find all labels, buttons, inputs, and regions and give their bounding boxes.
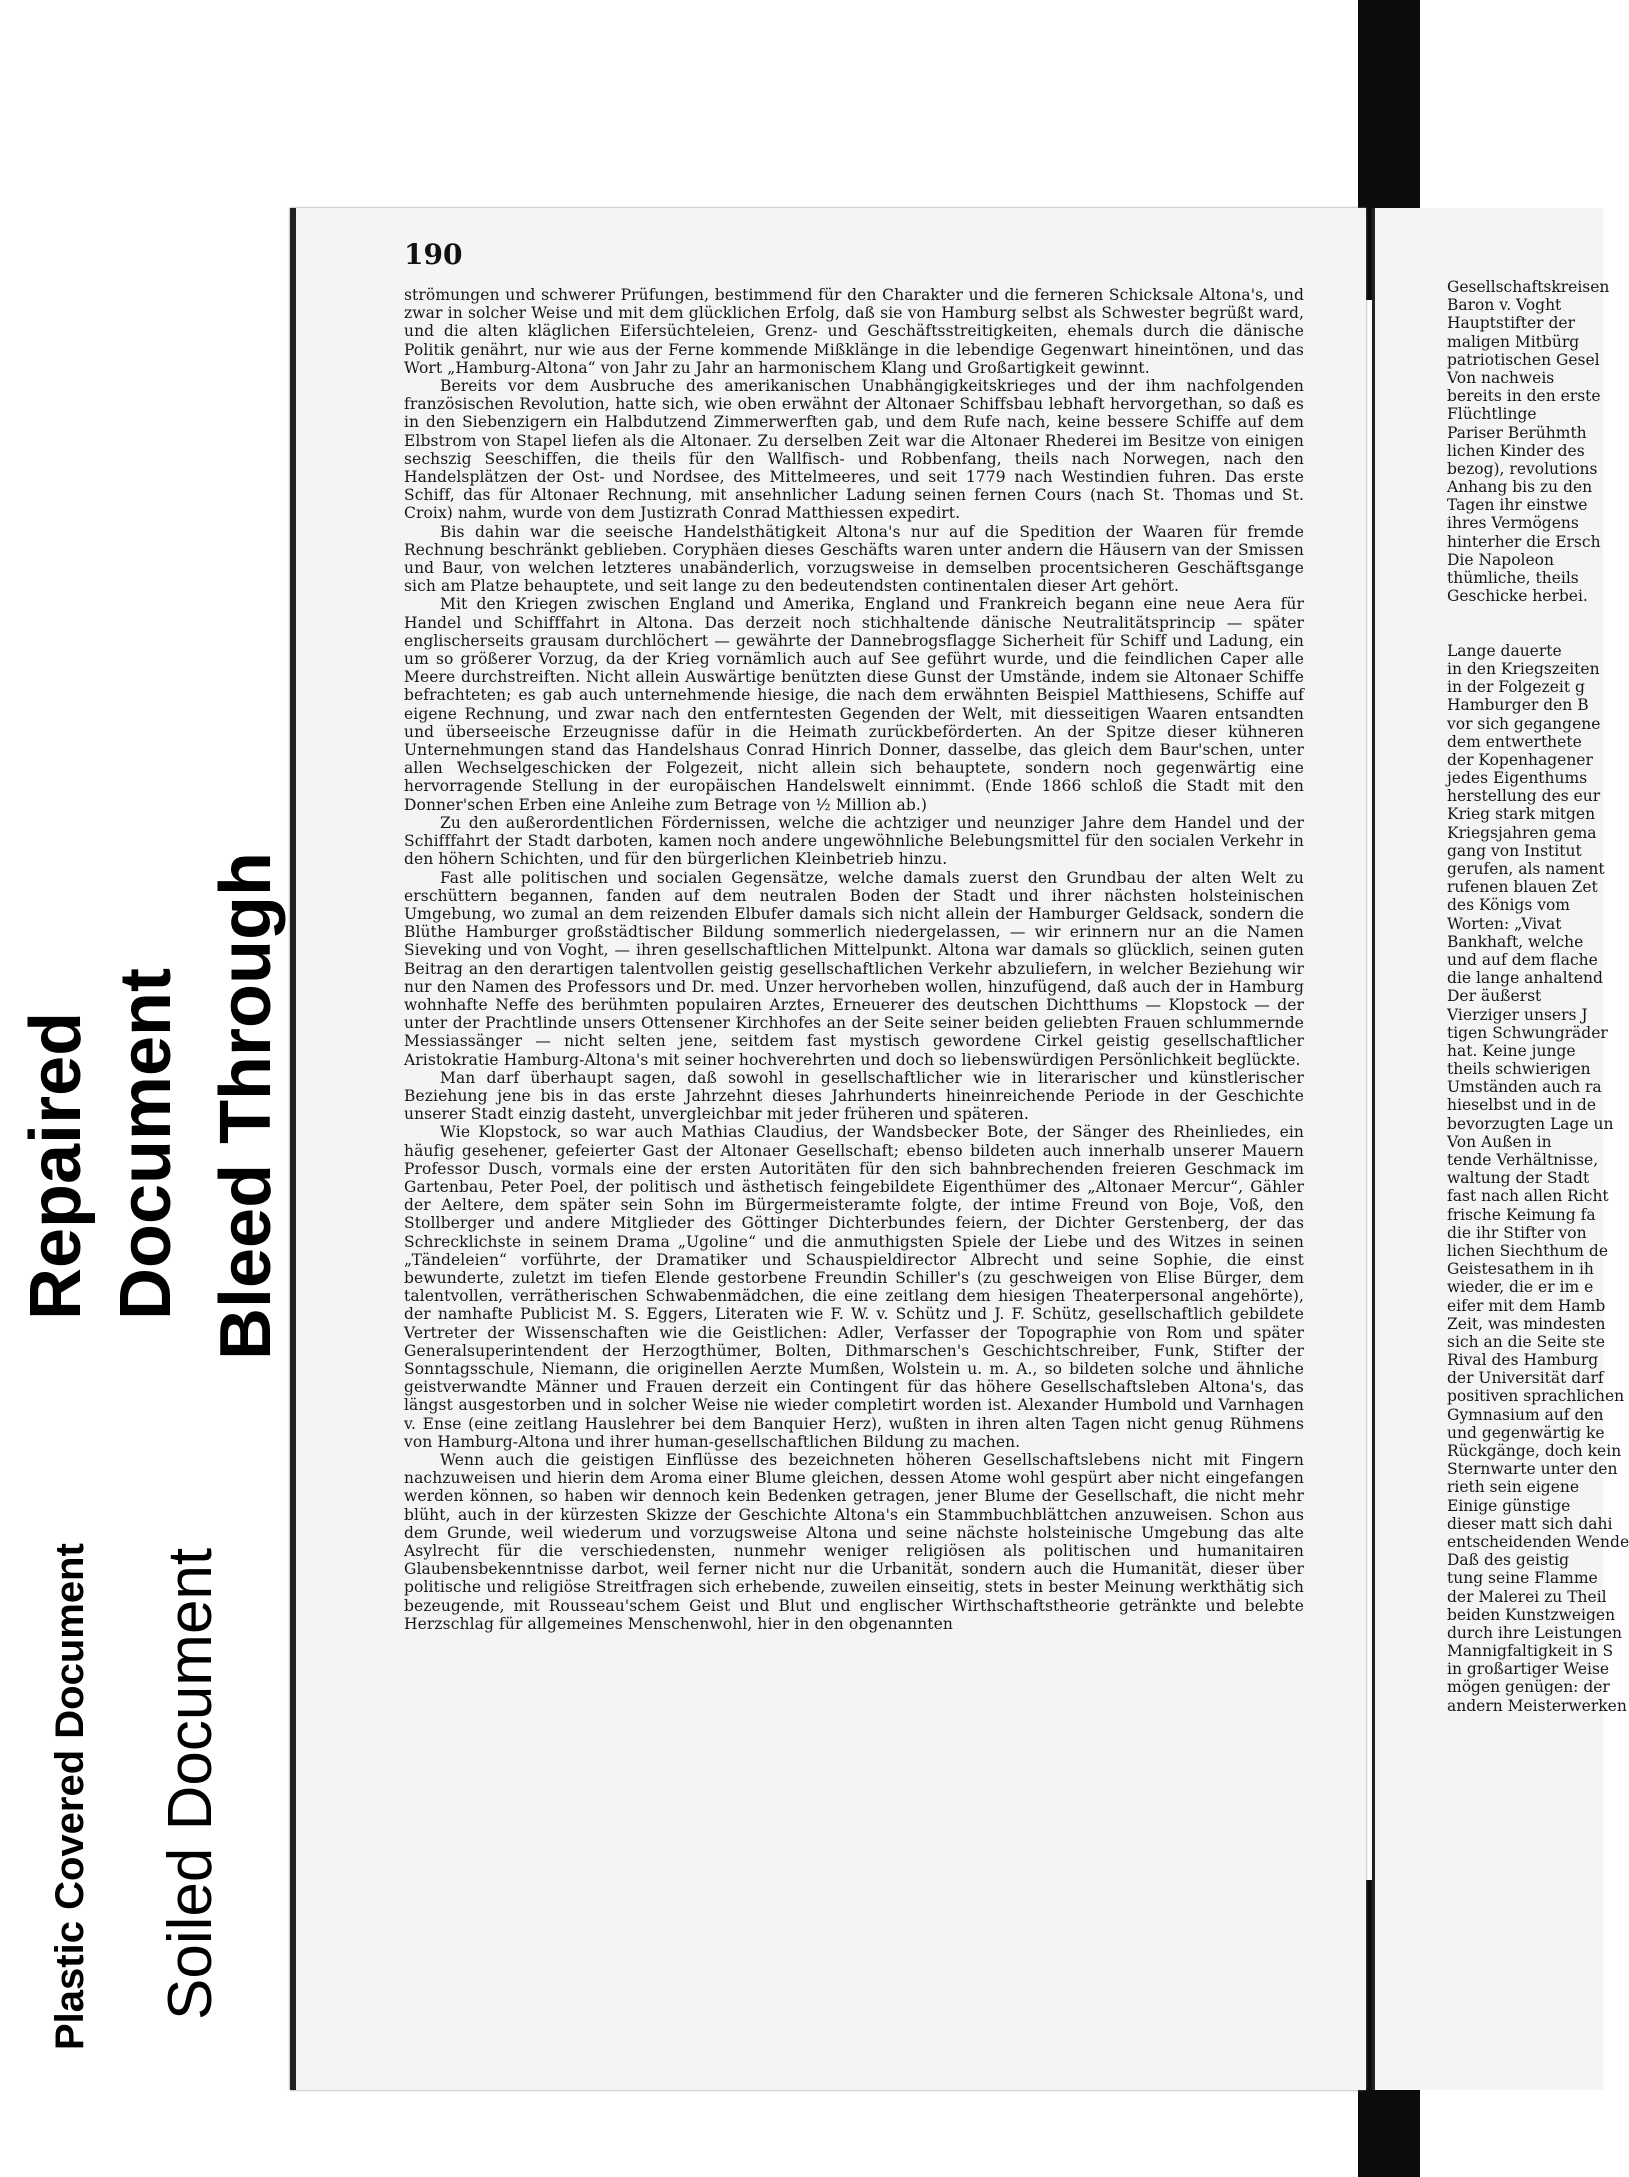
paragraph: Mit den Kriegen zwischen England und Amerika, England und Frankreich begann eine neue Aera für Handel und Schifffahrt in Altona. Das derzeit noch stichhaltende dänische Neutralitätsprincip — später englischerseits grausam durchlöchert — gewährte der Dannebrogsflagge Sicherheit für Schiff und Ladung, ein um so größerer Vorzug, da der Krieg vornämlich auch auf See geführt wurde, und die feindlichen Caper alle Meere durchstreiften. Nicht allein Auswärtige benützten diese Gunst der Umstände, indem sie Altonaer Schiffe befrachteten; es gab auch unternehmende hiesige, die nach dem erwähnten Beispiel Matthiesens, Schiffe auf eigene Rechnung, und zwar nach den entferntesten Gegenden der Welt, mit diesseitigen Waaren entsandten und überseeische Erzeugnisse dafür in die Heimath zurückbeförderten. An der Spitze dieser kühneren Unternehmungen stand das Handelshaus Conrad Hinrich Donner, dasselbe, das gleich dem Baur'schen, unter allen Wechselgeschicken der Folgezeit, nicht allein sich behauptete, sondern noch gegenwärtig eine hervorragende Stellung in der europäischen Handelswelt einnimmt. (Ende 1866 schloß die Stadt mit den Donner'schen Erben eine Anleihe zum Betrage von ½ Million ab.) xyxy=(404,595,1304,814)
right-page-line: Zeit, was mindesten xyxy=(1447,1314,1606,1333)
paragraph: Man darf überhaupt sagen, daß sowohl in gesellschaftlicher wie in literarischer und künstlerischer Beziehung jene bis in das erste Jahrzehnt dieses Jahrhunderts hineinreichende Periode in der Geschichte unserer Stadt einzig dasteht, unvergleichbar mit jeder früheren und späteren. xyxy=(404,1068,1304,1124)
right-page-line: Kriegsjahren gema xyxy=(1447,823,1597,842)
right-page-line: tung seine Flamme xyxy=(1447,1569,1598,1588)
right-page-line: patriotischen Gesel xyxy=(1447,350,1600,369)
right-page-line: bezog), revolutions xyxy=(1447,459,1598,478)
right-page-line: in den Kriegszeiten xyxy=(1447,659,1600,678)
right-page-line: Baron v. Voght xyxy=(1447,296,1562,315)
right-page-line: Rival des Hamburg xyxy=(1447,1351,1599,1370)
label-document: Document xyxy=(106,967,186,1320)
right-page-line: Mannigfaltigkeit in S xyxy=(1447,1642,1614,1661)
right-page-line: Einige günstige xyxy=(1447,1496,1571,1515)
right-page-line: durch ihre Leistungen xyxy=(1447,1623,1623,1642)
right-page-line: thümliche, theils xyxy=(1447,569,1579,587)
right-page-line: hieselbst und in de xyxy=(1447,1096,1597,1115)
label-repaired: Repaired xyxy=(16,1011,96,1320)
right-page-body xyxy=(1447,278,1629,1715)
right-page-line: maligen Mitbürg xyxy=(1447,332,1580,351)
right-page-line: jedes Eigenthums xyxy=(1447,769,1588,788)
paragraph: Bereits vor dem Ausbruche des amerikanischen Unabhängigkeitskrieges und der ihm nachfolgenden französischen Revolution, hatte sich, wie oben erwähnt der Altonaer Schiffsbau lebhaft hervorgethan, so daß es in den Siebenzigern ein Halbdutzend Zimmerwerften gab, und dem Rufe nach, keine bessere Schiffe auf dem Elbstrom von Stapel liefen als die Altonaer. Zu derselben Zeit war die Altonaer Rhederei im Besitze von einigen sechszig Seeschiffen, die theils für den Wallfisch- und Robbenfang, theils nach Norwegen, nach den Handelsplätzen der Ost- und Nordsee, des Mittelmeeres, und seit 1779 nach Westindien fuhren. Das erste Schiff, das für Altonaer Rechnung, mit ansehnlicher Ladung seinen fernen Cours (nach St. Thomas und St. Croix) nahm, wurde von dem Justizrath Conrad Matthiessen expedirt. xyxy=(404,377,1304,523)
page-body xyxy=(404,286,1304,1633)
label-soiled: Soiled Document xyxy=(156,1547,225,2020)
right-page-line: Von nachweis xyxy=(1447,368,1555,387)
right-page-line: gerufen, als nament xyxy=(1447,860,1605,878)
paragraph: Zu den außerordentlichen Fördernissen, welche die achtziger und neunziger Jahre dem Handel und der Schifffahrt der Stadt darboten, kamen noch andere ungewöhnliche Belebungsmittel für den socialen Verkehr in den höhern Schichten, und für den bürgerlichen Kleinbetrieb hinzu. xyxy=(404,813,1304,869)
right-page-line: tigen Schwungräder xyxy=(1447,1023,1608,1042)
page-number: 190 xyxy=(404,238,463,271)
right-page-line: in der Folgezeit g xyxy=(1447,678,1585,697)
book-page-left xyxy=(290,208,1366,2090)
right-page-line: Daß des geistig xyxy=(1447,1551,1570,1570)
right-page-line: dieser matt sich dahi xyxy=(1447,1514,1613,1533)
right-page-line: dem entwerthete xyxy=(1447,732,1582,751)
right-page-line: ihres Vermögens xyxy=(1447,514,1579,533)
right-page-line: lichen Siechthum de xyxy=(1447,1241,1608,1260)
right-page-line: theils schwierigen xyxy=(1447,1060,1591,1079)
right-page-line: Krieg stark mitgen xyxy=(1447,805,1596,824)
right-page-line: lichen Kinder des xyxy=(1447,441,1585,460)
right-page-line: fast nach allen Richt xyxy=(1447,1187,1609,1206)
right-page-line: mögen genügen: der xyxy=(1447,1678,1610,1697)
right-page-line: die ihr Stifter von xyxy=(1447,1223,1587,1242)
right-page-line: Hauptstifter der xyxy=(1447,314,1576,333)
right-page-line: Die Napoleon xyxy=(1447,550,1554,569)
right-page-line: Rückgänge, doch kein xyxy=(1447,1442,1622,1460)
right-page-line: positiven sprachlichen xyxy=(1447,1387,1625,1406)
right-page-line: rieth sein eigene xyxy=(1447,1478,1580,1497)
right-page-line: gang von Institut xyxy=(1447,841,1582,860)
right-page-line: und auf dem flache xyxy=(1447,950,1598,969)
right-page-line: Geistesathem in ih xyxy=(1447,1260,1594,1279)
right-page-line: Flüchtlinge xyxy=(1447,405,1537,424)
right-page-line: bereits in den erste xyxy=(1447,387,1601,406)
paragraph: Wie Klopstock, so war auch Mathias Claudius, der Wandsbecker Bote, der Sänger des Rheinliedes, ein häufig gesehener, gefeierter Gast der Altonaer Gesellschaft; ebenso bildeten auch innerhalb unserer Mauern Professor Dusch, vormals eine der ersten Autoritäten für den sich bahnbrechenden freieren Geschmack im Gartenbau, Peter Poel, der politisch und ästhetisch feingebildete Eigenthümer des „Altonaer Mercur“, Gähler der Aeltere, dem später sein Sohn im Bürgermeisteramte folgte, der intime Freund von Boje, Voß, den Stollberger und andere Mitglieder des Göttinger Dichterbundes feiern, der Dichter Gerstenberg, der das Schrecklichste in seinem Drama „Ugoline“ und die anmuthigsten Spiele der Liebe und des Witzes in seinen „Tändeleien“ vorführte, der Dramatiker und Schauspieldirector Albrecht und seine Sophie, die einst bewunderte, zuletzt im tiefen Elende gestorbene Freundin Schiller's (zu geschweigen von Elise Bürger, dem talentvollen, verrätherischen Schwabenmädchen, die eine zeitlang dem hiesigen Theaterpersonal angehörte), der namhafte Publicist M. S. Eggers, Literaten wie F. W. v. Schütz und J. F. Schütz, gesellschaftlich gebildete Vertreter der Wissenschaften wie die Geistlichen: Adler, Verfasser der Topographie von Rom und später Generalsuperintendent der Herzogthümer, Bolten, Dithmarschen's Geschichtschreiber, Funk, Stifter der Sonntagsschule, Niemann, die originellen Aerzte Mumßen, Wolstein u. m. A., so bildeten solche und ähnliche geistverwandte Männer und Frauen derzeit ein Contingent für das höhere Gesellschaftsleben Altona's, das längst ausgestorben und in solcher Weise nie wieder completirt worden ist. Alexander Humbold und Varnhagen v. Ense (eine zeitlang Hauslehrer bei dem Banquier Herz), wußten in ihren alten Tagen nicht genug Rühmens von Hamburg-Altona und ihrer human-gesellschaftlichen Bildung zu machen. xyxy=(404,1123,1304,1451)
book-page-right-partial xyxy=(1372,208,1629,2090)
right-page-line: und gegenwärtig ke xyxy=(1447,1423,1605,1442)
right-page-line: rufenen blauen Zet xyxy=(1447,878,1598,897)
right-page-line: die lange anhaltend xyxy=(1447,969,1603,988)
label-plastic-covered: Plastic Covered Document xyxy=(48,1543,92,2050)
right-page-line: Pariser Berühmth xyxy=(1447,423,1587,442)
paragraph: strömungen und schwerer Prüfungen, bestimmend für den Charakter und die ferneren Schicksale Altona's, und zwar in solcher Weise und mit dem glücklichen Erfolg, daß sie von Hamburg selbst als Schwester begrüßt ward, und die alten kläglichen Eifersüchteleien, Grenz- und Geschäftsstreitigkeiten, ehemals durch die dänische Politik genährt, nur wie aus der Ferne kommende Mißklänge in die lebendige Gegenwart hineintönen, und das Wort „Hamburg-Altona“ von Jahr zu Jahr an harmonischem Klang und Großartigkeit gewinnt. xyxy=(404,286,1304,377)
right-page-line: Vierziger unsers J xyxy=(1447,1005,1588,1024)
paragraph: Bis dahin war die seeische Handelsthätigkeit Altona's nur auf die Spedition der Waaren für fremde Rechnung beschränkt geblieben. Coryphäen dieses Geschäfts waren unter andern die Häusern van der Smissen und Baur, von welchen letzteres unabänderlich, vorzugsweise in demselben procentsicheren Geschäftsgange sich am Platze behauptete, und seit lange zu den bedeutendsten continentalen dieser Art gehört. xyxy=(404,522,1304,596)
right-page-line: Umständen auch ra xyxy=(1447,1078,1602,1097)
right-page-line: andern Meisterwerken xyxy=(1447,1696,1627,1715)
right-page-line: beiden Kunstzweigen xyxy=(1447,1605,1616,1624)
right-page-line: Von Außen in xyxy=(1447,1132,1552,1151)
right-page-line: Worten: „Vivat xyxy=(1447,914,1562,933)
right-page-line xyxy=(1447,624,1607,642)
right-page-line: Tagen ihr einstwe xyxy=(1447,496,1588,515)
right-page-line: der Malerei zu Theil xyxy=(1447,1587,1607,1606)
right-page-line: des Königs vom xyxy=(1447,896,1571,915)
right-page-line: Lange dauerte xyxy=(1447,641,1562,660)
right-page-line: vor sich gegangene xyxy=(1447,714,1601,733)
right-page-line: Sternwarte unter den xyxy=(1447,1460,1618,1479)
right-page-line: frische Keimung fa xyxy=(1447,1205,1596,1224)
right-page-line: bevorzugten Lage un xyxy=(1447,1114,1614,1133)
right-page-line: eifer mit dem Hamb xyxy=(1447,1296,1606,1315)
right-page-line: Gesellschaftskreisen xyxy=(1447,278,1610,296)
right-page-line: in großartiger Weise xyxy=(1447,1660,1610,1679)
right-page-line: Geschicke herbei. xyxy=(1447,587,1588,606)
right-page-line: hat. Keine junge xyxy=(1447,1041,1576,1060)
right-page-line: tende Verhältnisse, xyxy=(1447,1151,1599,1169)
paragraph: Fast alle politischen und socialen Gegensätze, welche damals zuerst den Grundbau der alten Welt zu erschüttern begannen, fanden auf dem neutralen Boden der Stadt und ihrer nächsten holsteinischen Umgebung, wo zumal an dem reizenden Elbufer damals sich nicht allein der Hamburger Geldsack, sondern die Blüthe Hamburger großstädtischer Bildung sommerlich niedergelassen, — wir erinnern nur an die Namen Sieveking und von Voght, — ihren gesellschaftlichen Mittelpunkt. Altona war damals so glücklich, seinen guten Beitrag an den derartigen talentvollen geistig gesellschaftlichen Verkehr abzuliefern, in welcher Beziehung wir nur den Namen des Professors und Dr. med. Unzer hervorheben wollen, hinzufügend, daß auch der in Hamburg wohnhafte Neffe des berühmten populairen Arztes, Erneuerer des deutschen Dichtthums — Klopstock — der unter der Prachtlinde unsers Ottensener Kirchhofes an der Seite seiner beiden geliebten Frauen schlummernde Messiassänger — nicht selten jene, seitdem fast mystisch gewordene Cirkel geistig gesellschaftlicher Aristokratie Hamburg-Altona's mit seiner hochverehrten und doch so liebenswürdigen Persönlichkeit beglückte. xyxy=(404,868,1304,1069)
right-page-line: Anhang bis zu den xyxy=(1447,478,1593,497)
right-page-line xyxy=(1447,605,1607,623)
right-page-line: sich an die Seite ste xyxy=(1447,1332,1606,1351)
right-page-line: waltung der Stadt xyxy=(1447,1169,1590,1188)
condition-labels xyxy=(0,200,286,2050)
right-page-line: Gymnasium auf den xyxy=(1447,1405,1604,1424)
right-page-line: Hamburger den B xyxy=(1447,696,1589,715)
paragraph: Wenn auch die geistigen Einflüsse des bezeichneten höheren Gesellschaftslebens nicht mit Fingern nachzuweisen und hierin dem Aroma einer Blume gleichen, dessen Atome wohl gespürt aber nicht eingefangen werden können, so haben wir dennoch kein Bedenken getragen, jener Blume der Gesellschaft, die nicht mehr blüht, auch in der kürzesten Skizze der Geschichte Altona's ein Stammbuchblättchen anzuweisen. Schon aus dem Grunde, weil wiederum und vorzugsweise Altona und seine nächste holsteinische Umgebung das alte Asylrecht für die verschiedensten, nunmehr weniger religiösen als politischen und humanitairen Glaubensbekenntnisse darbot, weil ferner nicht nur die Urbanität, sondern auch die Humanität, dieser über politische und religiöse Streitfragen sich erhebende, zuweilen einseitig, stets in bester Meinung werkthätig sich bezeugende, mit Rousseau'schem Geist und Blut und englischer Wirthschaftstheorie getränkte und belebte Herzschlag für allgemeines Menschenwohl, hier in den obgenannten xyxy=(404,1451,1304,1633)
right-page-line: hinterher die Ersch xyxy=(1447,532,1601,551)
right-page-line: Der äußerst xyxy=(1447,987,1542,1006)
right-page-line: entscheidenden Wende xyxy=(1447,1532,1629,1551)
label-bleed-through: Bleed Through xyxy=(206,852,286,1360)
right-page-line: wieder, die er im e xyxy=(1447,1278,1594,1297)
right-page-line: der Kopenhagener xyxy=(1447,750,1593,769)
right-page-line: Bankhaft, welche xyxy=(1447,932,1584,951)
right-page-line: der Universität darf xyxy=(1447,1369,1604,1388)
right-page-line: herstellung des eur xyxy=(1447,787,1601,806)
